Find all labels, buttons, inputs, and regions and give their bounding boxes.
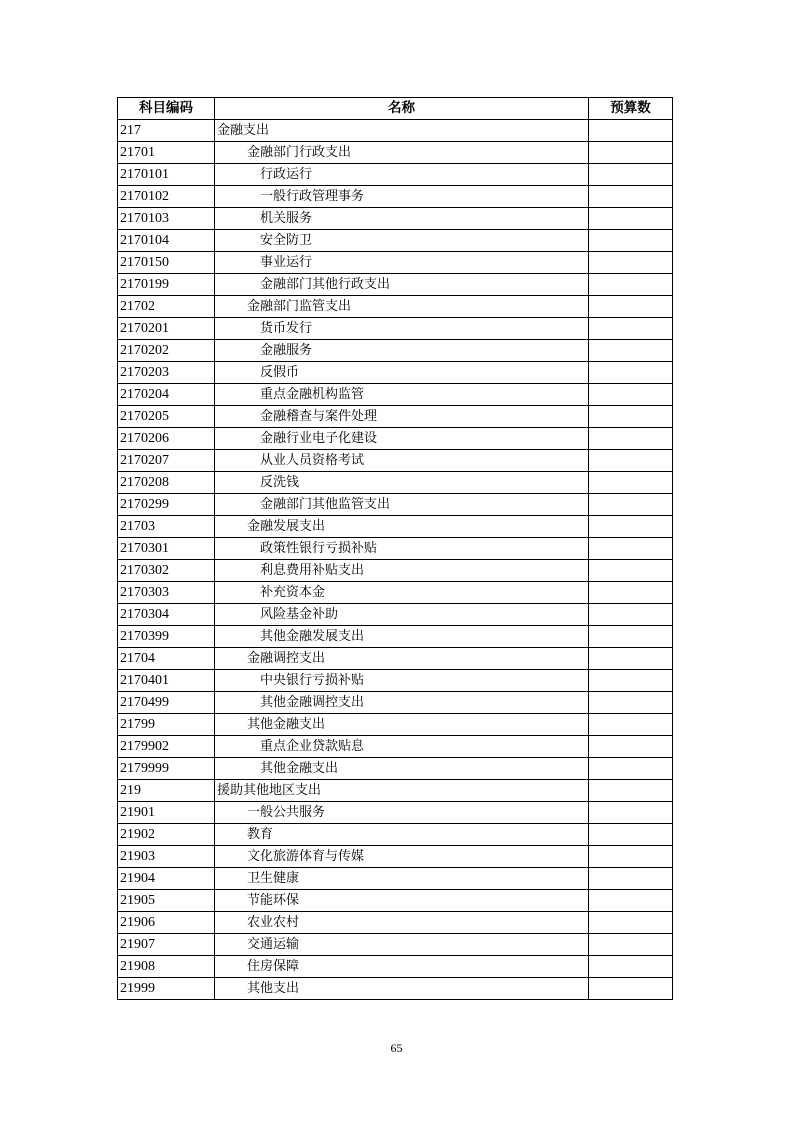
row-amount — [589, 626, 673, 648]
header-code: 科目编码 — [118, 98, 215, 120]
row-name: 其他金融发展支出 — [215, 626, 589, 648]
row-amount — [589, 802, 673, 824]
row-code: 217 — [118, 120, 215, 142]
row-code: 2179902 — [118, 736, 215, 758]
row-amount — [589, 560, 673, 582]
row-amount — [589, 604, 673, 626]
table-row — [118, 472, 673, 494]
row-amount — [589, 318, 673, 340]
table-row — [118, 714, 673, 736]
row-name: 从业人员资格考试 — [215, 450, 589, 472]
table-header — [118, 98, 673, 120]
row-name: 一般行政管理事务 — [215, 186, 589, 208]
table-row — [118, 450, 673, 472]
row-amount — [589, 538, 673, 560]
row-amount — [589, 846, 673, 868]
table-row — [118, 406, 673, 428]
table-row — [118, 560, 673, 582]
row-name: 住房保障 — [215, 956, 589, 978]
row-code: 2170301 — [118, 538, 215, 560]
table-row — [118, 186, 673, 208]
table-row — [118, 428, 673, 450]
row-amount — [589, 670, 673, 692]
row-code: 21799 — [118, 714, 215, 736]
row-name: 重点企业贷款贴息 — [215, 736, 589, 758]
row-code: 21908 — [118, 956, 215, 978]
table-row — [118, 230, 673, 252]
row-code: 2170401 — [118, 670, 215, 692]
row-amount — [589, 868, 673, 890]
row-amount — [589, 912, 673, 934]
table-row — [118, 208, 673, 230]
row-code: 2170302 — [118, 560, 215, 582]
row-name: 货币发行 — [215, 318, 589, 340]
row-amount — [589, 714, 673, 736]
header-amount: 预算数 — [589, 98, 673, 120]
table-row — [118, 252, 673, 274]
row-amount — [589, 384, 673, 406]
row-amount — [589, 978, 673, 1000]
table-row — [118, 912, 673, 934]
row-name: 金融行业电子化建设 — [215, 428, 589, 450]
table-row — [118, 626, 673, 648]
row-code: 2170304 — [118, 604, 215, 626]
row-amount — [589, 758, 673, 780]
row-amount — [589, 692, 673, 714]
row-code: 2170208 — [118, 472, 215, 494]
row-name: 一般公共服务 — [215, 802, 589, 824]
row-amount — [589, 582, 673, 604]
row-name: 金融发展支出 — [215, 516, 589, 538]
row-name: 行政运行 — [215, 164, 589, 186]
page-number: 65 — [390, 1041, 403, 1055]
row-name: 金融服务 — [215, 340, 589, 362]
table-row — [118, 494, 673, 516]
header-row — [118, 98, 673, 120]
row-code: 21904 — [118, 868, 215, 890]
table-row — [118, 648, 673, 670]
row-amount — [589, 428, 673, 450]
row-name: 事业运行 — [215, 252, 589, 274]
row-code: 2170150 — [118, 252, 215, 274]
table-row — [118, 164, 673, 186]
row-amount — [589, 230, 673, 252]
row-name: 其他支出 — [215, 978, 589, 1000]
row-amount — [589, 186, 673, 208]
row-code: 2170303 — [118, 582, 215, 604]
row-name: 金融稽查与案件处理 — [215, 406, 589, 428]
row-amount — [589, 450, 673, 472]
table-row — [118, 956, 673, 978]
row-code: 2170399 — [118, 626, 215, 648]
table-row — [118, 802, 673, 824]
table-row — [118, 824, 673, 846]
row-name: 金融部门其他行政支出 — [215, 274, 589, 296]
table-row — [118, 890, 673, 912]
row-code: 2170103 — [118, 208, 215, 230]
row-name: 金融部门其他监管支出 — [215, 494, 589, 516]
table-row — [118, 670, 673, 692]
row-name: 金融部门监管支出 — [215, 296, 589, 318]
table-row — [118, 758, 673, 780]
row-amount — [589, 296, 673, 318]
row-name: 中央银行亏损补贴 — [215, 670, 589, 692]
row-name: 反洗钱 — [215, 472, 589, 494]
row-name: 金融调控支出 — [215, 648, 589, 670]
row-amount — [589, 736, 673, 758]
row-amount — [589, 780, 673, 802]
table-row — [118, 384, 673, 406]
row-code: 21999 — [118, 978, 215, 1000]
table-row — [118, 868, 673, 890]
row-code: 21701 — [118, 142, 215, 164]
table-row — [118, 274, 673, 296]
row-name: 文化旅游体育与传媒 — [215, 846, 589, 868]
row-code: 21905 — [118, 890, 215, 912]
row-name: 交通运输 — [215, 934, 589, 956]
row-amount — [589, 274, 673, 296]
table-row — [118, 692, 673, 714]
table-row — [118, 934, 673, 956]
table-row — [118, 582, 673, 604]
row-name: 其他金融支出 — [215, 758, 589, 780]
row-amount — [589, 164, 673, 186]
table-body — [118, 120, 673, 1000]
row-amount — [589, 340, 673, 362]
row-name: 节能环保 — [215, 890, 589, 912]
row-name: 其他金融支出 — [215, 714, 589, 736]
table-row — [118, 318, 673, 340]
header-name: 名称 — [215, 98, 589, 120]
row-code: 2170205 — [118, 406, 215, 428]
row-name: 农业农村 — [215, 912, 589, 934]
row-name: 金融部门行政支出 — [215, 142, 589, 164]
row-code: 2170202 — [118, 340, 215, 362]
row-name: 其他金融调控支出 — [215, 692, 589, 714]
row-name: 援助其他地区支出 — [215, 780, 589, 802]
table-row — [118, 340, 673, 362]
row-code: 2170203 — [118, 362, 215, 384]
row-name: 政策性银行亏损补贴 — [215, 538, 589, 560]
row-code: 2170207 — [118, 450, 215, 472]
row-code: 219 — [118, 780, 215, 802]
table-row — [118, 538, 673, 560]
table-row — [118, 296, 673, 318]
row-name: 风险基金补助 — [215, 604, 589, 626]
row-code: 21907 — [118, 934, 215, 956]
row-amount — [589, 890, 673, 912]
row-code: 21702 — [118, 296, 215, 318]
row-amount — [589, 208, 673, 230]
table-row — [118, 362, 673, 384]
row-code: 21901 — [118, 802, 215, 824]
table-row — [118, 846, 673, 868]
row-code: 2170104 — [118, 230, 215, 252]
row-amount — [589, 956, 673, 978]
row-code: 2170102 — [118, 186, 215, 208]
table-row — [118, 978, 673, 1000]
row-amount — [589, 362, 673, 384]
row-code: 21906 — [118, 912, 215, 934]
row-name: 反假币 — [215, 362, 589, 384]
row-code: 2179999 — [118, 758, 215, 780]
row-name: 安全防卫 — [215, 230, 589, 252]
row-code: 21902 — [118, 824, 215, 846]
table-row — [118, 120, 673, 142]
table-row — [118, 736, 673, 758]
row-code: 2170101 — [118, 164, 215, 186]
row-name: 利息费用补贴支出 — [215, 560, 589, 582]
row-amount — [589, 824, 673, 846]
row-code: 21704 — [118, 648, 215, 670]
table-row — [118, 604, 673, 626]
row-name: 机关服务 — [215, 208, 589, 230]
row-amount — [589, 142, 673, 164]
row-amount — [589, 516, 673, 538]
table-row — [118, 780, 673, 802]
row-code: 2170201 — [118, 318, 215, 340]
row-amount — [589, 120, 673, 142]
budget-table — [117, 97, 673, 1000]
row-code: 2170199 — [118, 274, 215, 296]
row-amount — [589, 252, 673, 274]
row-name: 重点金融机构监管 — [215, 384, 589, 406]
row-code: 2170204 — [118, 384, 215, 406]
row-code: 2170299 — [118, 494, 215, 516]
row-amount — [589, 648, 673, 670]
row-code: 21703 — [118, 516, 215, 538]
row-amount — [589, 406, 673, 428]
row-amount — [589, 934, 673, 956]
row-name: 教育 — [215, 824, 589, 846]
row-name: 金融支出 — [215, 120, 589, 142]
table-row — [118, 516, 673, 538]
row-code: 2170499 — [118, 692, 215, 714]
row-name: 补充资本金 — [215, 582, 589, 604]
row-amount — [589, 494, 673, 516]
row-code: 2170206 — [118, 428, 215, 450]
row-amount — [589, 472, 673, 494]
row-name: 卫生健康 — [215, 868, 589, 890]
table-row — [118, 142, 673, 164]
row-code: 21903 — [118, 846, 215, 868]
